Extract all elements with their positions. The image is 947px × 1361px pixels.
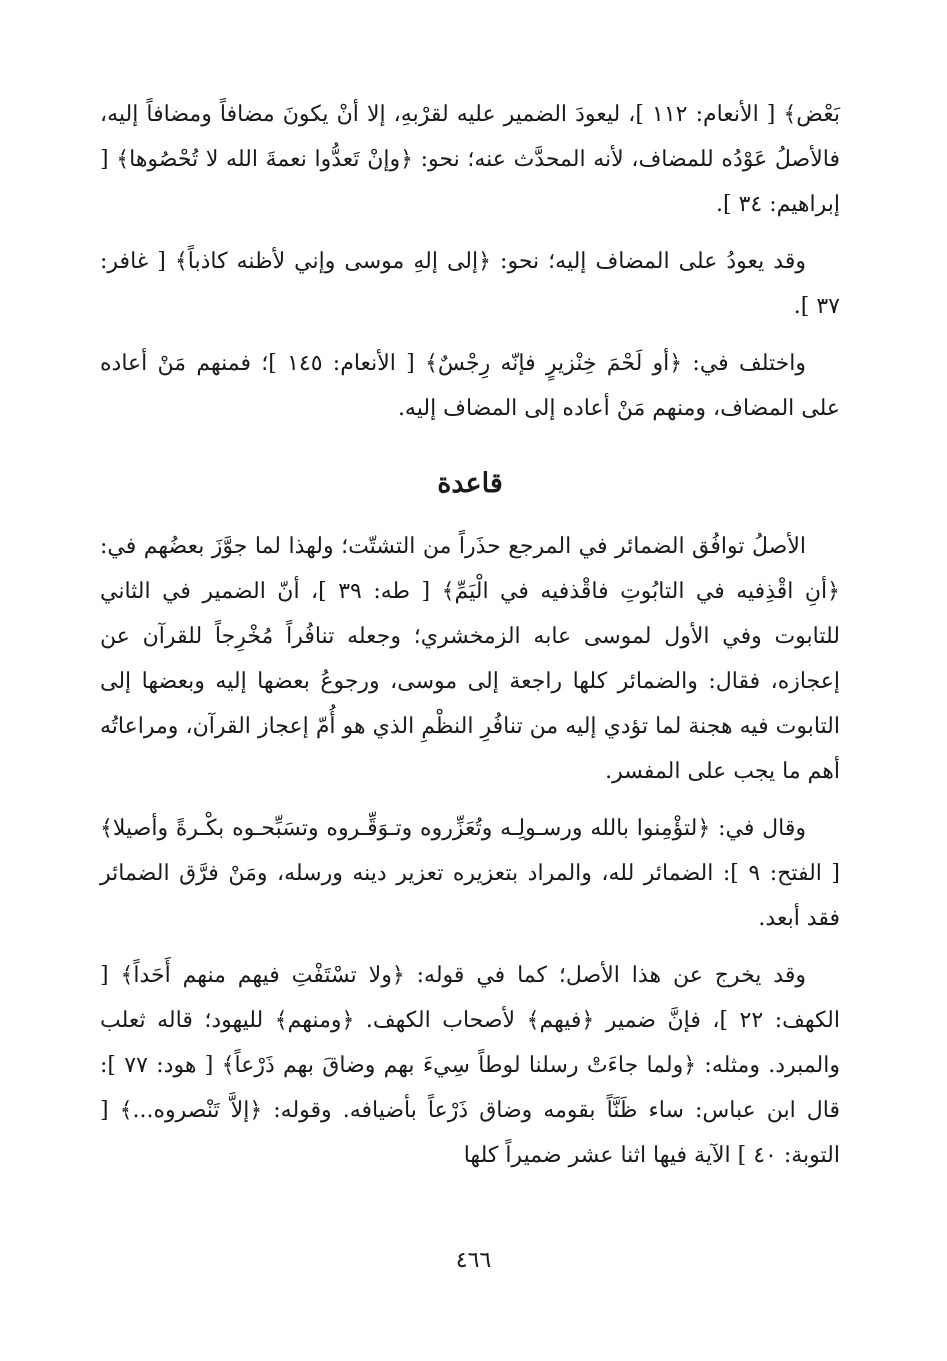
section-heading: قاعدة — [437, 468, 503, 499]
paragraph-5: وقال في: ﴿لتؤْمِنوا بالله ورسـولِـه وتُعَزِّروه وتـوَقِّـروه وتسَبِّحـوه بكْـرةً وأصيلا﴾ [ الفتح: ٩ ]: الضمائر لله، والمراد بتعزيره تعزير دينه ورسله، ومَنْ فرَّق الضمائر فقد أبعد. — [100, 816, 840, 931]
page-body — [100, 92, 840, 1190]
paragraph-2: وقد يعودُ على المضاف إليه؛ نحو: ﴿إلى إلهِ موسى وإني لأظنه كاذباً﴾ [ غافر: ٣٧ ]. — [100, 249, 840, 319]
page-number: ٤٦٦ — [455, 1248, 492, 1273]
paragraph-1: بَعْض﴾ [ الأنعام: ١١٢ ]، ليعودَ الضمير عليه لقرْبهِ، إلا أنْ يكونَ مضافاً ومضافاً إليه، فالأصلُ عَوْدُه للمضاف، لأنه المحدَّث عنه؛ نحو: ﴿وإنْ تَعدُّوا نعمةَ الله لا تُحْصُوها﴾ [ إبراهيم: ٣٤ ]. — [100, 102, 840, 217]
paragraph-6: وقد يخرج عن هذا الأصل؛ كما في قوله: ﴿ولا تسْتَفْتِ فيهم منهم أَحَداً﴾ [ الكهف: ٢٢ ]، فإنَّ ضمير ﴿فيهم﴾ لأصحاب الكهف. ﴿ومنهم﴾ لليهود؛ قاله ثعلب والمبرد. ومثله: ﴿ولما جاءَتْ رسلنا لوطاً سِيءَ بهم وضاقَ بهم ذَرْعاً﴾ [ هود: ٧٧ ]: قال ابن عباس: ساء ظَنَّاً بقومه وضاق ذَرْعاً بأضيافه. وقوله: ﴿إلاَّ تَنْصروه...﴾ [ التوبة: ٤٠ ] الآية فيها اثنا عشر ضميراً كلها — [100, 963, 840, 1168]
paragraph-3: واختلف في: ﴿أو لَحْمَ خِنْزيرٍ فإنّه رِجْسٌ﴾ [ الأنعام: ١٤٥ ]؛ فمنهم مَنْ أعاده على المضاف، ومنهم مَنْ أعاده إلى المضاف إليه. — [100, 351, 840, 421]
paragraph-4: الأصلُ توافُق الضمائر في المرجع حذَراً من التشتّت؛ ولهذا لما جوَّزَ بعضُهم في: ﴿أنِ اقْذِفيه في التابُوتِ فاقْذفيه في الْيَمِّ﴾ [ طه: ٣٩ ]، أنّ الضمير في الثاني للتابوت وفي الأول لموسى عابه الزمخشري؛ وجعله تنافُراً مُخْرِجاً للقرآن عن إعجازه، فقال: والضمائر كلها راجعة إلى موسى، ورجوعُ بعضها إليه وبعضها إلى التابوت فيه هجنة لما تؤدي إليه من تنافُرِ النظْمِ الذي هو أُمّ إعجاز القرآن، ومراعاتُه أهم ما يجب على المفسر. — [100, 534, 841, 784]
